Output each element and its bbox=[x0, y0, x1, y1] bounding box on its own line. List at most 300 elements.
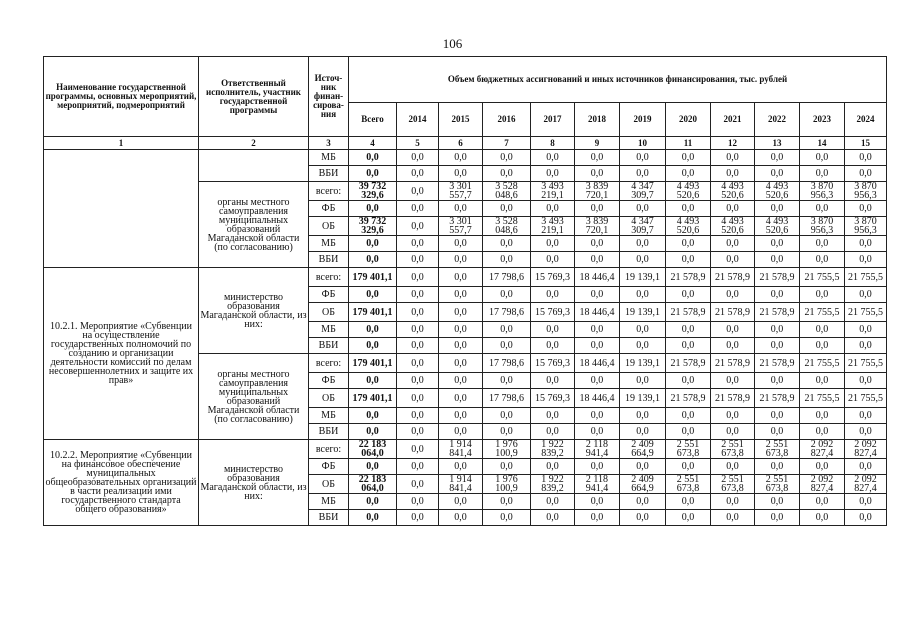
year-value: 1 914 841,4 bbox=[439, 475, 483, 494]
year-value: 0,0 bbox=[711, 322, 755, 338]
funding-source: ОБ bbox=[309, 389, 349, 408]
funding-source: МБ bbox=[309, 150, 349, 166]
year-value: 0,0 bbox=[845, 322, 887, 338]
year-value: 21 578,9 bbox=[755, 389, 800, 408]
funding-source: ФБ bbox=[309, 373, 349, 389]
year-value: 0,0 bbox=[575, 373, 620, 389]
year-value: 0,0 bbox=[666, 373, 711, 389]
year-value: 3 301 557,7 bbox=[439, 182, 483, 201]
year-value: 21 578,9 bbox=[755, 268, 800, 287]
column-number: 4 bbox=[349, 137, 397, 150]
year-value: 0,0 bbox=[397, 182, 439, 201]
year-value: 0,0 bbox=[800, 201, 845, 217]
year-value: 4 493 520,6 bbox=[711, 217, 755, 236]
table-header bbox=[44, 57, 887, 150]
year-value: 0,0 bbox=[845, 201, 887, 217]
funding-source: ОБ bbox=[309, 303, 349, 322]
year-value: 0,0 bbox=[845, 510, 887, 526]
year-value: 21 578,9 bbox=[711, 303, 755, 322]
year-value: 0,0 bbox=[666, 322, 711, 338]
year-value: 1 976 100,9 bbox=[483, 440, 531, 459]
year-value: 0,0 bbox=[800, 322, 845, 338]
year-value: 0,0 bbox=[800, 424, 845, 440]
column-number: 1 bbox=[44, 137, 199, 150]
year-value: 0,0 bbox=[845, 373, 887, 389]
year-value: 0,0 bbox=[397, 440, 439, 459]
header-name: Наименование государственной программы, основных мероприятий, мероприятий, подмероприятий bbox=[44, 57, 199, 137]
header-total: Всего bbox=[349, 103, 397, 137]
total-value: 0,0 bbox=[349, 338, 397, 354]
year-value: 0,0 bbox=[439, 166, 483, 182]
total-value: 0,0 bbox=[349, 510, 397, 526]
year-value: 15 769,3 bbox=[531, 354, 575, 373]
year-value: 0,0 bbox=[439, 373, 483, 389]
year-value: 0,0 bbox=[397, 287, 439, 303]
year-value: 0,0 bbox=[575, 408, 620, 424]
year-value: 0,0 bbox=[711, 510, 755, 526]
year-value: 0,0 bbox=[620, 236, 666, 252]
year-value: 0,0 bbox=[800, 494, 845, 510]
year-value: 0,0 bbox=[620, 201, 666, 217]
year-value: 0,0 bbox=[483, 373, 531, 389]
funding-source: ОБ bbox=[309, 475, 349, 494]
activity-name: 10.2.2. Мероприятие «Субвенции на финансовое обеспечение муниципальных общеобразовательных организаций в части реализации ими государственного стандарта общего образования» bbox=[44, 440, 199, 526]
year-value: 0,0 bbox=[397, 201, 439, 217]
year-value: 17 798,6 bbox=[483, 354, 531, 373]
year-value: 0,0 bbox=[531, 236, 575, 252]
year-value: 0,0 bbox=[800, 373, 845, 389]
year-value: 0,0 bbox=[711, 338, 755, 354]
header-year: 2017 bbox=[531, 103, 575, 137]
year-value: 0,0 bbox=[755, 408, 800, 424]
year-value: 0,0 bbox=[800, 252, 845, 268]
header-source: Источ-ник финан-сирова-ния bbox=[309, 57, 349, 137]
year-value: 0,0 bbox=[575, 201, 620, 217]
column-number: 12 bbox=[711, 137, 755, 150]
funding-source: ФБ bbox=[309, 459, 349, 475]
year-value: 21 578,9 bbox=[666, 354, 711, 373]
column-number: 6 bbox=[439, 137, 483, 150]
funding-source: ВБИ bbox=[309, 510, 349, 526]
year-value: 0,0 bbox=[845, 252, 887, 268]
year-value: 17 798,6 bbox=[483, 303, 531, 322]
year-value: 0,0 bbox=[845, 166, 887, 182]
year-value: 21 755,5 bbox=[800, 389, 845, 408]
year-value: 2 092 827,4 bbox=[800, 475, 845, 494]
year-value: 0,0 bbox=[755, 166, 800, 182]
year-value: 0,0 bbox=[575, 510, 620, 526]
year-value: 0,0 bbox=[483, 252, 531, 268]
header-year: 2018 bbox=[575, 103, 620, 137]
total-value: 22 183 064,0 bbox=[349, 440, 397, 459]
year-value: 0,0 bbox=[620, 322, 666, 338]
executor-name: органы местного самоуправления муниципальных образований Магаданской области (по согласованию) bbox=[199, 354, 309, 440]
year-value: 0,0 bbox=[575, 338, 620, 354]
year-value: 0,0 bbox=[575, 166, 620, 182]
year-value: 15 769,3 bbox=[531, 389, 575, 408]
year-value: 0,0 bbox=[845, 236, 887, 252]
year-value: 2 551 673,8 bbox=[711, 440, 755, 459]
year-value: 3 870 956,3 bbox=[800, 182, 845, 201]
year-value: 2 409 664,9 bbox=[620, 475, 666, 494]
total-value: 0,0 bbox=[349, 494, 397, 510]
total-value: 0,0 bbox=[349, 408, 397, 424]
header-year: 2023 bbox=[800, 103, 845, 137]
total-value: 39 732 329,6 bbox=[349, 217, 397, 236]
year-value: 2 551 673,8 bbox=[666, 440, 711, 459]
executor-name: министерство образования Магаданской области, из них: bbox=[199, 440, 309, 526]
funding-source: ВБИ bbox=[309, 166, 349, 182]
year-value: 0,0 bbox=[575, 236, 620, 252]
funding-source: МБ bbox=[309, 494, 349, 510]
year-value: 2 118 941,4 bbox=[575, 475, 620, 494]
year-value: 0,0 bbox=[800, 338, 845, 354]
year-value: 0,0 bbox=[845, 287, 887, 303]
year-value: 0,0 bbox=[439, 338, 483, 354]
year-value: 0,0 bbox=[755, 201, 800, 217]
year-value: 0,0 bbox=[439, 252, 483, 268]
header-year: 2016 bbox=[483, 103, 531, 137]
year-value: 3 493 219,1 bbox=[531, 217, 575, 236]
funding-source: ВБИ bbox=[309, 338, 349, 354]
year-value: 4 493 520,6 bbox=[666, 217, 711, 236]
year-value: 0,0 bbox=[800, 166, 845, 182]
year-value: 0,0 bbox=[800, 287, 845, 303]
funding-source: всего: bbox=[309, 182, 349, 201]
year-value: 17 798,6 bbox=[483, 268, 531, 287]
header-year: 2021 bbox=[711, 103, 755, 137]
total-value: 179 401,1 bbox=[349, 268, 397, 287]
year-value: 0,0 bbox=[397, 494, 439, 510]
year-value: 0,0 bbox=[620, 287, 666, 303]
year-value: 0,0 bbox=[575, 494, 620, 510]
year-value: 21 755,5 bbox=[800, 354, 845, 373]
year-value: 0,0 bbox=[483, 166, 531, 182]
year-value: 0,0 bbox=[531, 373, 575, 389]
year-value: 0,0 bbox=[397, 424, 439, 440]
year-value: 0,0 bbox=[666, 252, 711, 268]
year-value: 17 798,6 bbox=[483, 389, 531, 408]
year-value: 0,0 bbox=[397, 338, 439, 354]
year-value: 0,0 bbox=[483, 510, 531, 526]
year-value: 0,0 bbox=[531, 459, 575, 475]
year-value: 1 922 839,2 bbox=[531, 440, 575, 459]
header-executor: Ответственный исполнитель, участник государственной программы bbox=[199, 57, 309, 137]
year-value: 0,0 bbox=[397, 389, 439, 408]
year-value: 2 092 827,4 bbox=[845, 475, 887, 494]
funding-source: всего: bbox=[309, 440, 349, 459]
year-value: 2 551 673,8 bbox=[711, 475, 755, 494]
year-value: 0,0 bbox=[845, 459, 887, 475]
year-value: 2 551 673,8 bbox=[666, 475, 711, 494]
year-value: 0,0 bbox=[531, 252, 575, 268]
year-value: 4 493 520,6 bbox=[755, 182, 800, 201]
total-value: 39 732 329,6 bbox=[349, 182, 397, 201]
year-value: 0,0 bbox=[845, 150, 887, 166]
year-value: 0,0 bbox=[397, 150, 439, 166]
year-value: 0,0 bbox=[397, 303, 439, 322]
funding-source: МБ bbox=[309, 322, 349, 338]
year-value: 3 301 557,7 bbox=[439, 217, 483, 236]
year-value: 0,0 bbox=[620, 510, 666, 526]
year-value: 0,0 bbox=[483, 150, 531, 166]
year-value: 4 493 520,6 bbox=[666, 182, 711, 201]
funding-source: ВБИ bbox=[309, 252, 349, 268]
table-row bbox=[44, 268, 887, 287]
year-value: 21 755,5 bbox=[845, 268, 887, 287]
year-value: 21 578,9 bbox=[755, 303, 800, 322]
year-value: 0,0 bbox=[483, 408, 531, 424]
year-value: 3 528 048,6 bbox=[483, 217, 531, 236]
year-value: 0,0 bbox=[666, 338, 711, 354]
year-value: 0,0 bbox=[483, 338, 531, 354]
year-value: 0,0 bbox=[711, 459, 755, 475]
funding-source: всего: bbox=[309, 354, 349, 373]
year-value: 0,0 bbox=[845, 338, 887, 354]
year-value: 0,0 bbox=[575, 322, 620, 338]
year-value: 0,0 bbox=[575, 252, 620, 268]
year-value: 0,0 bbox=[439, 510, 483, 526]
year-value: 0,0 bbox=[711, 201, 755, 217]
year-value: 0,0 bbox=[666, 459, 711, 475]
column-number: 13 bbox=[755, 137, 800, 150]
activity-name: 10.2.1. Мероприятие «Субвенции на осуществление государственных полномочий по созданию и организации деятельности комиссий по делам несовершеннолетних и защите их прав» bbox=[44, 268, 199, 440]
year-value: 0,0 bbox=[620, 373, 666, 389]
total-value: 0,0 bbox=[349, 166, 397, 182]
year-value: 0,0 bbox=[620, 459, 666, 475]
year-value: 0,0 bbox=[397, 475, 439, 494]
year-value: 0,0 bbox=[666, 408, 711, 424]
table-body bbox=[44, 150, 887, 526]
year-value: 0,0 bbox=[483, 322, 531, 338]
year-value: 18 446,4 bbox=[575, 303, 620, 322]
year-value: 0,0 bbox=[397, 459, 439, 475]
year-value: 0,0 bbox=[620, 408, 666, 424]
year-value: 0,0 bbox=[620, 424, 666, 440]
year-value: 21 755,5 bbox=[800, 268, 845, 287]
year-value: 0,0 bbox=[755, 287, 800, 303]
executor-name: органы местного самоуправления муниципальных образований Магаданской области (по согласованию) bbox=[199, 182, 309, 268]
year-value: 0,0 bbox=[666, 236, 711, 252]
year-value: 0,0 bbox=[531, 408, 575, 424]
column-number: 15 bbox=[845, 137, 887, 150]
year-value: 0,0 bbox=[575, 459, 620, 475]
year-value: 21 578,9 bbox=[711, 389, 755, 408]
header-year: 2015 bbox=[439, 103, 483, 137]
year-value: 0,0 bbox=[397, 354, 439, 373]
year-value: 0,0 bbox=[666, 166, 711, 182]
year-value: 0,0 bbox=[397, 408, 439, 424]
year-value: 0,0 bbox=[531, 338, 575, 354]
year-value: 0,0 bbox=[711, 166, 755, 182]
total-value: 0,0 bbox=[349, 424, 397, 440]
header-volume: Объем бюджетных ассигнований и иных источников финансирования, тыс. рублей bbox=[349, 57, 887, 103]
year-value: 0,0 bbox=[755, 236, 800, 252]
year-value: 0,0 bbox=[620, 494, 666, 510]
year-value: 0,0 bbox=[755, 494, 800, 510]
year-value: 3 493 219,1 bbox=[531, 182, 575, 201]
total-value: 0,0 bbox=[349, 201, 397, 217]
year-value: 18 446,4 bbox=[575, 389, 620, 408]
funding-source: МБ bbox=[309, 408, 349, 424]
header-year: 2019 bbox=[620, 103, 666, 137]
header-year: 2014 bbox=[397, 103, 439, 137]
year-value: 21 755,5 bbox=[845, 303, 887, 322]
year-value: 0,0 bbox=[397, 322, 439, 338]
year-value: 0,0 bbox=[666, 494, 711, 510]
year-value: 0,0 bbox=[439, 494, 483, 510]
year-value: 0,0 bbox=[711, 287, 755, 303]
year-value: 0,0 bbox=[483, 494, 531, 510]
year-value: 4 493 520,6 bbox=[755, 217, 800, 236]
year-value: 0,0 bbox=[439, 201, 483, 217]
year-value: 0,0 bbox=[620, 150, 666, 166]
total-value: 22 183 064,0 bbox=[349, 475, 397, 494]
year-value: 0,0 bbox=[711, 373, 755, 389]
year-value: 0,0 bbox=[531, 322, 575, 338]
year-value: 0,0 bbox=[666, 201, 711, 217]
year-value: 0,0 bbox=[755, 459, 800, 475]
year-value: 0,0 bbox=[397, 268, 439, 287]
year-value: 3 870 956,3 bbox=[800, 217, 845, 236]
year-value: 3 870 956,3 bbox=[845, 217, 887, 236]
year-value: 0,0 bbox=[755, 150, 800, 166]
year-value: 0,0 bbox=[620, 338, 666, 354]
year-value: 19 139,1 bbox=[620, 354, 666, 373]
year-value: 15 769,3 bbox=[531, 268, 575, 287]
year-value: 3 839 720,1 bbox=[575, 217, 620, 236]
year-value: 1 922 839,2 bbox=[531, 475, 575, 494]
funding-source: ФБ bbox=[309, 201, 349, 217]
year-value: 0,0 bbox=[666, 287, 711, 303]
year-value: 21 578,9 bbox=[666, 303, 711, 322]
year-value: 0,0 bbox=[845, 494, 887, 510]
column-number: 11 bbox=[666, 137, 711, 150]
year-value: 0,0 bbox=[439, 389, 483, 408]
column-number: 2 bbox=[199, 137, 309, 150]
total-value: 0,0 bbox=[349, 322, 397, 338]
year-value: 21 578,9 bbox=[666, 389, 711, 408]
year-value: 18 446,4 bbox=[575, 354, 620, 373]
year-value: 21 578,9 bbox=[711, 354, 755, 373]
year-value: 4 347 309,7 bbox=[620, 182, 666, 201]
year-value: 0,0 bbox=[483, 236, 531, 252]
total-value: 0,0 bbox=[349, 287, 397, 303]
year-value: 0,0 bbox=[755, 373, 800, 389]
year-value: 0,0 bbox=[397, 373, 439, 389]
year-value: 3 839 720,1 bbox=[575, 182, 620, 201]
year-value: 1 914 841,4 bbox=[439, 440, 483, 459]
year-value: 0,0 bbox=[800, 408, 845, 424]
year-value: 0,0 bbox=[483, 424, 531, 440]
year-value: 0,0 bbox=[439, 287, 483, 303]
year-value: 0,0 bbox=[397, 166, 439, 182]
year-value: 0,0 bbox=[575, 424, 620, 440]
year-value: 3 528 048,6 bbox=[483, 182, 531, 201]
funding-source: всего: bbox=[309, 268, 349, 287]
year-value: 0,0 bbox=[575, 287, 620, 303]
header-year: 2022 bbox=[755, 103, 800, 137]
year-value: 0,0 bbox=[439, 408, 483, 424]
header-year: 2024 bbox=[845, 103, 887, 137]
column-number: 9 bbox=[575, 137, 620, 150]
year-value: 1 976 100,9 bbox=[483, 475, 531, 494]
year-value: 0,0 bbox=[439, 150, 483, 166]
year-value: 0,0 bbox=[483, 287, 531, 303]
year-value: 4 347 309,7 bbox=[620, 217, 666, 236]
year-value: 18 446,4 bbox=[575, 268, 620, 287]
funding-source: ВБИ bbox=[309, 424, 349, 440]
year-value: 0,0 bbox=[483, 459, 531, 475]
year-value: 0,0 bbox=[800, 459, 845, 475]
year-value: 21 578,9 bbox=[711, 268, 755, 287]
year-value: 0,0 bbox=[711, 236, 755, 252]
year-value: 0,0 bbox=[755, 424, 800, 440]
table-row bbox=[44, 150, 887, 166]
year-value: 0,0 bbox=[711, 408, 755, 424]
column-number: 10 bbox=[620, 137, 666, 150]
year-value: 2 118 941,4 bbox=[575, 440, 620, 459]
column-number: 7 bbox=[483, 137, 531, 150]
total-value: 179 401,1 bbox=[349, 303, 397, 322]
year-value: 0,0 bbox=[531, 287, 575, 303]
year-value: 4 493 520,6 bbox=[711, 182, 755, 201]
total-value: 0,0 bbox=[349, 236, 397, 252]
year-value: 0,0 bbox=[711, 150, 755, 166]
year-value: 0,0 bbox=[439, 424, 483, 440]
total-value: 0,0 bbox=[349, 150, 397, 166]
funding-source: ФБ bbox=[309, 287, 349, 303]
header-year: 2020 bbox=[666, 103, 711, 137]
year-value: 19 139,1 bbox=[620, 268, 666, 287]
total-value: 0,0 bbox=[349, 459, 397, 475]
table-row bbox=[44, 440, 887, 459]
total-value: 179 401,1 bbox=[349, 389, 397, 408]
year-value: 0,0 bbox=[711, 424, 755, 440]
total-value: 0,0 bbox=[349, 373, 397, 389]
year-value: 0,0 bbox=[439, 268, 483, 287]
year-value: 0,0 bbox=[666, 424, 711, 440]
column-number: 3 bbox=[309, 137, 349, 150]
year-value: 0,0 bbox=[800, 236, 845, 252]
total-value: 179 401,1 bbox=[349, 354, 397, 373]
column-number: 14 bbox=[800, 137, 845, 150]
year-value: 19 139,1 bbox=[620, 389, 666, 408]
year-value: 0,0 bbox=[397, 217, 439, 236]
year-value: 0,0 bbox=[439, 459, 483, 475]
year-value: 0,0 bbox=[531, 166, 575, 182]
year-value: 0,0 bbox=[397, 252, 439, 268]
year-value: 21 755,5 bbox=[845, 354, 887, 373]
year-value: 0,0 bbox=[531, 201, 575, 217]
column-number: 8 bbox=[531, 137, 575, 150]
year-value: 0,0 bbox=[397, 236, 439, 252]
year-value: 2 551 673,8 bbox=[755, 440, 800, 459]
year-value: 0,0 bbox=[755, 338, 800, 354]
page-number: 106 bbox=[442, 36, 463, 51]
year-value: 21 578,9 bbox=[755, 354, 800, 373]
year-value: 0,0 bbox=[439, 236, 483, 252]
year-value: 0,0 bbox=[845, 424, 887, 440]
column-number: 5 bbox=[397, 137, 439, 150]
year-value: 3 870 956,3 bbox=[845, 182, 887, 201]
year-value: 0,0 bbox=[531, 510, 575, 526]
year-value: 0,0 bbox=[439, 303, 483, 322]
year-value: 0,0 bbox=[531, 494, 575, 510]
total-value: 0,0 bbox=[349, 252, 397, 268]
year-value: 2 092 827,4 bbox=[845, 440, 887, 459]
year-value: 21 755,5 bbox=[800, 303, 845, 322]
